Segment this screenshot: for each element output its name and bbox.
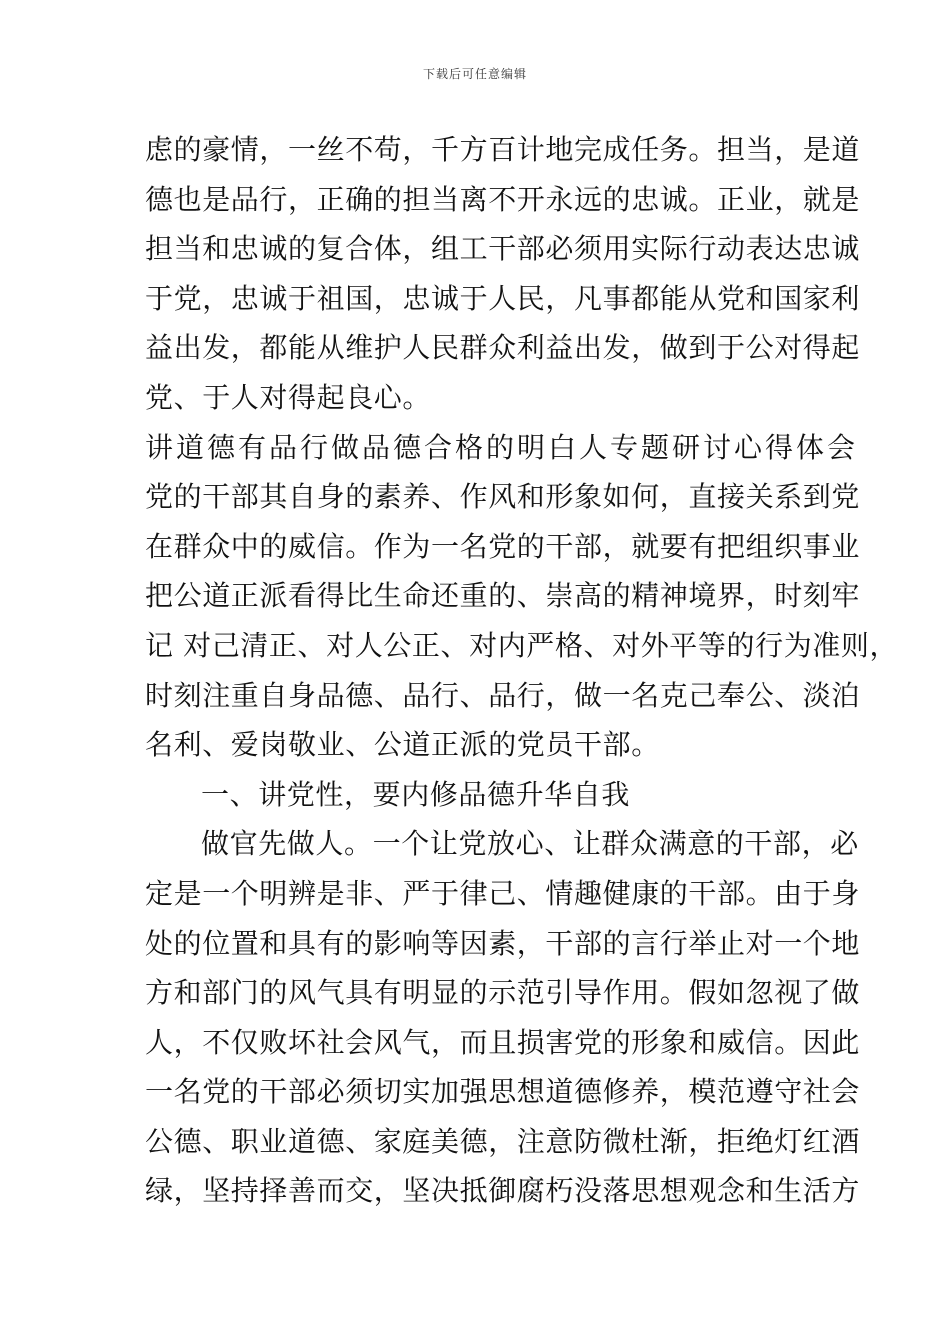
text-line: 党、于人对得起良心。 xyxy=(145,380,432,414)
text-line: 定是一个明辨是非、严于律己、情趣健康的干部。由于身 xyxy=(145,876,861,910)
text-line: 一名党的干部必须切实加强思想道德修养，模范遵守社会 xyxy=(145,1075,861,1109)
text-line: 记 对己清正、对人公正、对内严格、对外平等的行为准则， xyxy=(145,628,899,662)
text-line: 在群众中的威信。作为一名党的干部，就要有把组织事业 xyxy=(145,529,861,563)
text-line: 一、讲党性，要内修品德升华自我 xyxy=(201,777,631,811)
text-line: 时刻注重自身品德、品行、品行，做一名克己奉公、淡泊 xyxy=(145,678,861,712)
document-body xyxy=(145,125,899,1216)
text-line: 担当和忠诚的复合体，组工干部必须用实际行动表达忠诚 xyxy=(145,232,861,266)
text-line: 方和部门的风气具有明显的示范引导作用。假如忽视了做 xyxy=(145,976,861,1010)
text-line: 于党，忠诚于祖国，忠诚于人民，凡事都能从党和国家利 xyxy=(145,281,861,315)
text-line: 处的位置和具有的影响等因素，干部的言行举止对一个地 xyxy=(145,926,861,960)
text-line: 名利、爱岗敬业、公道正派的党员干部。 xyxy=(145,728,660,762)
text-line: 虑的豪情，一丝不苟，千方百计地完成任务。担当，是道 xyxy=(145,133,861,166)
text-line: 党的干部其自身的素养、作风和形象如何，直接关系到党 xyxy=(145,480,861,514)
text-line: 益出发，都能从维护人民群众利益出发，做到于公对得起 xyxy=(145,331,861,365)
page-header: 下载后可任意编辑 xyxy=(422,67,527,81)
text-line: 做官先做人。一个让党放心、让群众满意的干部，必 xyxy=(201,827,859,861)
text-line: 把公道正派看得比生命还重的、崇高的精神境界，时刻牢 xyxy=(145,579,861,613)
text-line: 讲道德有品行做品德合格的明白人专题研讨心得体会 xyxy=(145,430,859,464)
text-line: 绿，坚持择善而交，坚决抵御腐朽没落思想观念和生活方 xyxy=(145,1174,861,1208)
text-line: 德也是品行，正确的担当离不开永远的忠诚。正业，就是 xyxy=(145,182,861,216)
text-line: 公德、职业道德、家庭美德，注意防微杜渐，拒绝灯红酒 xyxy=(145,1124,861,1158)
text-line: 人，不仅败坏社会风气，而且损害党的形象和威信。因此 xyxy=(145,1025,861,1059)
